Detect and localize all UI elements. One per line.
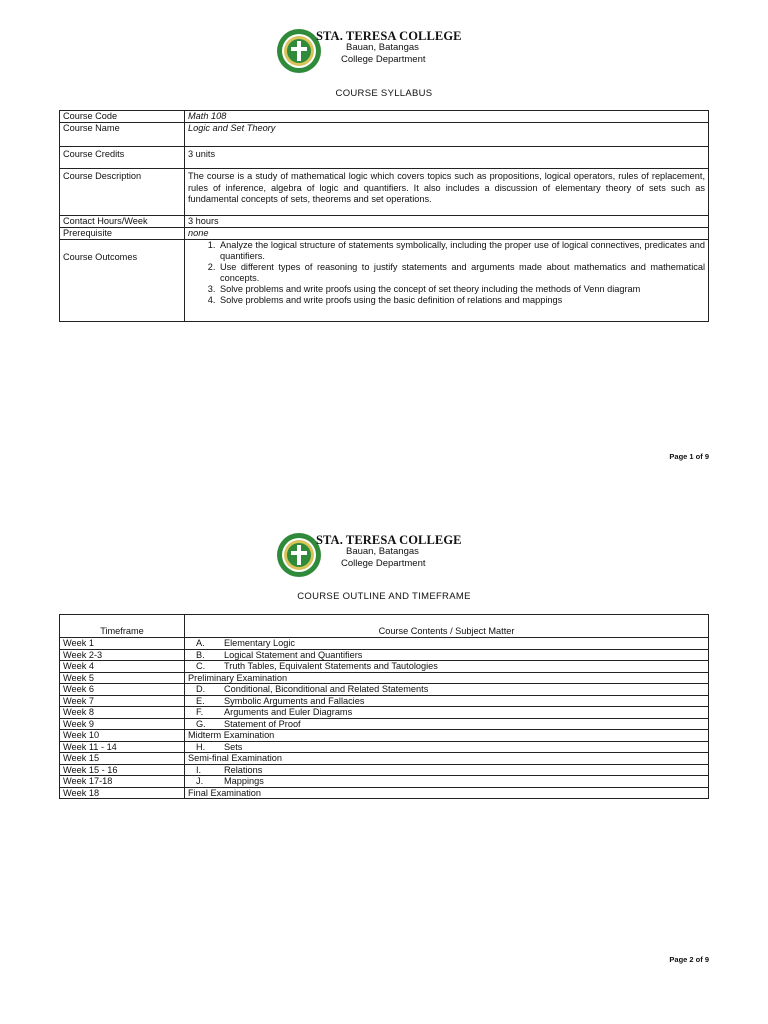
page-title: COURSE OUTLINE AND TIMEFRAME [297, 591, 471, 602]
content-cell [185, 649, 709, 661]
week-cell: Week 1 [60, 638, 185, 650]
week-cell: Week 17-18 [60, 776, 185, 788]
table-row [60, 111, 709, 123]
column-header-timeframe: Timeframe [60, 615, 185, 638]
college-department: College Department [341, 54, 426, 65]
course-credits-value: 3 units [185, 147, 709, 169]
topic-text: Relations [224, 764, 263, 775]
topic-text: Conditional, Biconditional and Related Statements [224, 684, 429, 694]
page-number: Page 2 of 9 [669, 955, 709, 964]
table-row [60, 123, 709, 147]
table-row [60, 718, 709, 730]
table-row [60, 753, 709, 765]
content-cell [185, 661, 709, 673]
topic-text: Final Examination [188, 787, 262, 798]
topic-text: Elementary Logic [224, 638, 295, 648]
content-cell [185, 638, 709, 650]
table-row [60, 649, 709, 661]
syllabus-page-2 [0, 504, 768, 1008]
college-header [276, 530, 476, 582]
table-row [60, 776, 709, 788]
outcomes-list [188, 240, 705, 306]
week-cell: Week 15 - 16 [60, 764, 185, 776]
table-row [60, 638, 709, 650]
topic-text: Symbolic Arguments and Fallacies [224, 695, 365, 706]
table-row [60, 695, 709, 707]
topic-letter: C. [196, 661, 206, 671]
table-row [60, 240, 709, 322]
topic-letter: J. [196, 776, 204, 786]
topic-text: Preliminary Examination [188, 672, 288, 683]
row-label: Course Credits [60, 147, 185, 169]
topic-text: Sets [224, 741, 243, 752]
page-title: COURSE SYLLABUS [335, 88, 433, 99]
topic-text: Semi-final Examination [188, 753, 282, 763]
row-label: Course Code [60, 111, 185, 123]
college-department: College Department [341, 558, 426, 569]
content-cell [185, 695, 709, 707]
week-cell: Week 2-3 [60, 649, 185, 661]
content-cell [185, 730, 709, 742]
table-row [60, 684, 709, 696]
topic-text: Logical Statement and Quantifiers [224, 649, 363, 660]
topic-text: Mappings [224, 776, 264, 786]
course-description-value: The course is a study of mathematical logic which covers topics such as propositions, logical operators, rules of replacement, rules of inference, algebra of logic and quantifiers. It also includes a discussion of elementary theory of sets such as fundamental concepts of sets, theorems and set operations. [185, 169, 709, 216]
list-item: 4. Solve problems and write proofs using the basic definition of relations and mappings [218, 295, 705, 306]
table-row [60, 730, 709, 742]
table-row [60, 672, 709, 684]
row-label: Prerequisite [60, 228, 185, 240]
row-label: Contact Hours/Week [60, 216, 185, 228]
college-header [276, 26, 476, 78]
topic-text: Truth Tables, Equivalent Statements and Tautologies [224, 661, 438, 671]
syllabus-table [59, 110, 709, 322]
topic-letter: A. [196, 638, 205, 648]
table-row [60, 741, 709, 753]
table-row [60, 661, 709, 673]
topic-text: Statement of Proof [224, 718, 301, 729]
content-cell [185, 707, 709, 719]
topic-text: Midterm Examination [188, 730, 275, 740]
syllabus-page-1 [0, 0, 768, 504]
topic-letter: G. [196, 718, 206, 729]
course-outcomes-value [185, 240, 709, 322]
prerequisite-value: none [185, 228, 709, 240]
list-item: 2. Use different types of reasoning to justify statements and arguments made about mathematics and mathematical concepts. [218, 262, 705, 284]
week-cell: Week 15 [60, 753, 185, 765]
college-location: Bauan, Batangas [346, 42, 419, 53]
content-cell [185, 684, 709, 696]
content-cell [185, 787, 709, 799]
row-label: Course Outcomes [60, 240, 185, 322]
column-header-contents: Course Contents / Subject Matter [185, 615, 709, 638]
table-row [60, 169, 709, 216]
content-cell [185, 718, 709, 730]
topic-letter: F. [196, 707, 204, 717]
college-name: STA. TERESA COLLEGE [316, 533, 462, 547]
week-cell: Week 10 [60, 730, 185, 742]
course-name-value: Logic and Set Theory [185, 123, 709, 147]
table-row [60, 787, 709, 799]
week-cell: Week 11 - 14 [60, 741, 185, 753]
week-cell: Week 18 [60, 787, 185, 799]
college-location: Bauan, Batangas [346, 546, 419, 557]
content-cell [185, 672, 709, 684]
table-row [60, 147, 709, 169]
list-item: 1. Analyze the logical structure of statements symbolically, including the proper use of logical connectives, predicates and quantifiers. [218, 240, 705, 262]
course-code-value: Math 108 [185, 111, 709, 123]
topic-text: Arguments and Euler Diagrams [224, 707, 353, 717]
college-name: STA. TERESA COLLEGE [316, 29, 462, 43]
week-cell: Week 7 [60, 695, 185, 707]
topic-letter: I. [196, 764, 202, 775]
row-label: Course Name [60, 123, 185, 147]
week-cell: Week 9 [60, 718, 185, 730]
contact-hours-value: 3 hours [185, 216, 709, 228]
topic-letter: E. [196, 695, 205, 706]
row-label: Course Description [60, 169, 185, 216]
page-number: Page 1 of 9 [669, 452, 709, 461]
table-header-row [60, 615, 709, 638]
week-cell: Week 4 [60, 661, 185, 673]
content-cell [185, 753, 709, 765]
table-row [60, 228, 709, 240]
content-cell [185, 741, 709, 753]
topic-letter: H. [196, 741, 206, 752]
topic-letter: B. [196, 649, 205, 660]
content-cell [185, 776, 709, 788]
course-outline-table [59, 614, 709, 799]
week-cell: Week 6 [60, 684, 185, 696]
week-cell: Week 8 [60, 707, 185, 719]
week-cell: Week 5 [60, 672, 185, 684]
table-row [60, 764, 709, 776]
content-cell [185, 764, 709, 776]
topic-letter: D. [196, 684, 206, 694]
table-row [60, 216, 709, 228]
list-item: 3. Solve problems and write proofs using the concept of set theory including the methods of Venn diagram [218, 284, 705, 295]
table-row [60, 707, 709, 719]
